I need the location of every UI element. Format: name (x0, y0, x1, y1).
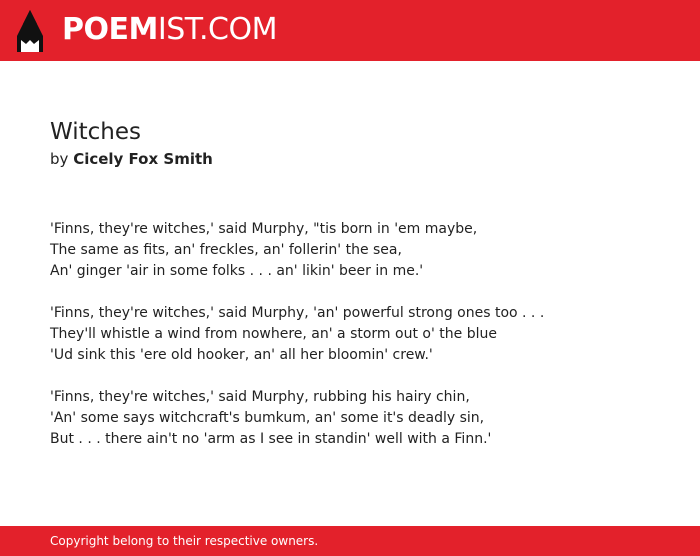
author-link[interactable]: Cicely Fox Smith (73, 150, 213, 168)
poem-line: 'An' some says witchcraft's bumkum, an' some it's deadly sin, (50, 410, 485, 426)
poem-stanza (50, 219, 670, 282)
poem-line: They'll whistle a wind from nowhere, an' a storm out o' the blue (50, 326, 497, 342)
site-header (0, 0, 700, 61)
poem-byline (50, 149, 213, 169)
site-footer (0, 526, 700, 556)
poem-stanza (50, 303, 670, 366)
pencil-icon (17, 10, 43, 52)
logo-bold-text: POEM (62, 12, 158, 47)
by-label: by (50, 150, 69, 168)
poem-line: 'Finns, they're witches,' said Murphy, "tis born in 'em maybe, (50, 221, 478, 237)
poem-body (50, 219, 670, 471)
logo-light-text: IST.COM (157, 12, 277, 47)
poem-stanza (50, 387, 670, 450)
copyright-text: Copyright belong to their respective owners. (50, 534, 319, 548)
poem-line: 'Ud sink this 'ere old hooker, an' all her bloomin' crew.' (50, 347, 433, 363)
poem-line: 'Finns, they're witches,' said Murphy, 'an' powerful strong ones too . . . (50, 305, 545, 321)
poem-line: An' ginger 'air in some folks . . . an' likin' beer in me.' (50, 263, 424, 279)
poem-title: Witches (50, 119, 142, 145)
poem-line: 'Finns, they're witches,' said Murphy, rubbing his hairy chin, (50, 389, 470, 405)
poem-line: The same as fits, an' freckles, an' follerin' the sea, (50, 242, 402, 258)
poem-line: But . . . there ain't no 'arm as I see in standin' well with a Finn.' (50, 431, 492, 447)
site-logo-text (62, 12, 277, 48)
